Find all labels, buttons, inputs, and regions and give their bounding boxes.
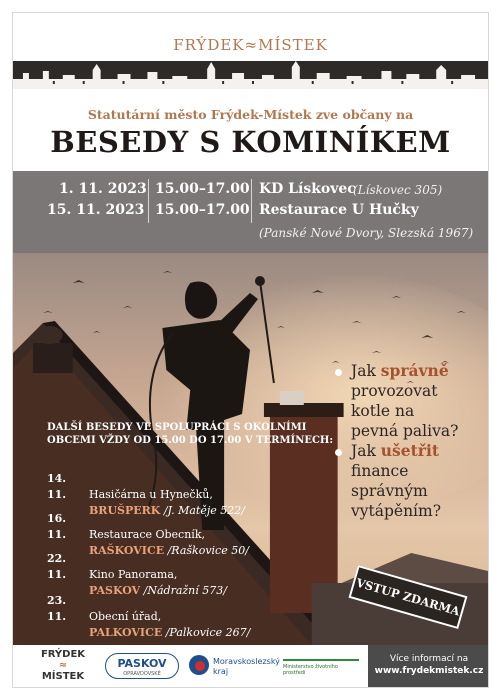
list-item: 22. 11. Kino Panorama, PASKOV /Nádražní 573/ bbox=[47, 552, 227, 597]
event1-time: 15.00–17.00 bbox=[155, 181, 250, 197]
event2-date: 15. 11. 2023 bbox=[47, 202, 145, 218]
column-divider bbox=[251, 179, 252, 223]
poster bbox=[12, 12, 489, 688]
bullet bbox=[335, 449, 342, 456]
list-item: 16. 11. Restaurace Obecník, RAŠKOVICE /Raškovice 50/ bbox=[47, 512, 249, 557]
event1-address: (Lískovec 305) bbox=[353, 183, 443, 197]
ministry-environment-logo: Ministerstvo životního prostředí bbox=[283, 659, 359, 676]
event2-place: Restaurace U Hučky bbox=[259, 202, 419, 218]
event1-date: 1. 11. 2023 bbox=[59, 181, 147, 197]
region-emblem-icon bbox=[189, 655, 209, 677]
city-brand-title: FRÝDEK≈MÍSTEK bbox=[173, 36, 328, 54]
more-events-title: DALŠÍ BESEDY VE SPOLUPRÁCI S OKOLNÍMI OBCEMI VŽDY OD 15.00 DO 17.00 V TERMÍNECH: bbox=[47, 422, 334, 446]
list-item: 14. 11. Hasičárna u Hynečků, BRUŠPERK /J. Matěje 522/ bbox=[47, 472, 245, 517]
city-skyline-illustration bbox=[13, 61, 488, 89]
website-link[interactable]: www.frydekmistek.cz bbox=[374, 666, 484, 676]
footer-logos: FRÝDEK ≈ MÍSTEK PASKOV OPRAVDOVSKÉ Moravskoslezský kraj Ministerstvo životního prostředí bbox=[13, 645, 488, 688]
frydek-mistek-logo: FRÝDEK ≈ MÍSTEK bbox=[40, 649, 86, 682]
more-info-box: Více informací na www.frydekmistek.cz bbox=[368, 645, 489, 688]
free-entry-stamp: VSTUP ZDARMA bbox=[349, 565, 468, 629]
column-divider bbox=[148, 179, 149, 223]
event2-address: (Panské Nové Dvory, Slezská 1967) bbox=[259, 226, 474, 240]
schedule-band bbox=[13, 171, 488, 253]
question-1: Jak správně provozovat kotle na pevná paliva? bbox=[351, 361, 459, 440]
invitation-line: Statutární město Frýdek-Místek zve občany na bbox=[87, 107, 414, 122]
event1-place: KD Lískovec bbox=[259, 181, 356, 197]
paskov-logo: PASKOV OPRAVDOVSKÉ bbox=[105, 653, 179, 679]
question-2: Jak ušetřit finance správným vytápěním? bbox=[351, 441, 442, 520]
event2-time: 15.00–17.00 bbox=[155, 202, 250, 218]
bullet bbox=[335, 369, 342, 376]
list-item: 23. 11. Obecní úřad, PALKOVICE /Palkovice 267/ bbox=[47, 594, 251, 639]
event-headline: BESEDY S KOMINÍKEM bbox=[50, 125, 451, 159]
